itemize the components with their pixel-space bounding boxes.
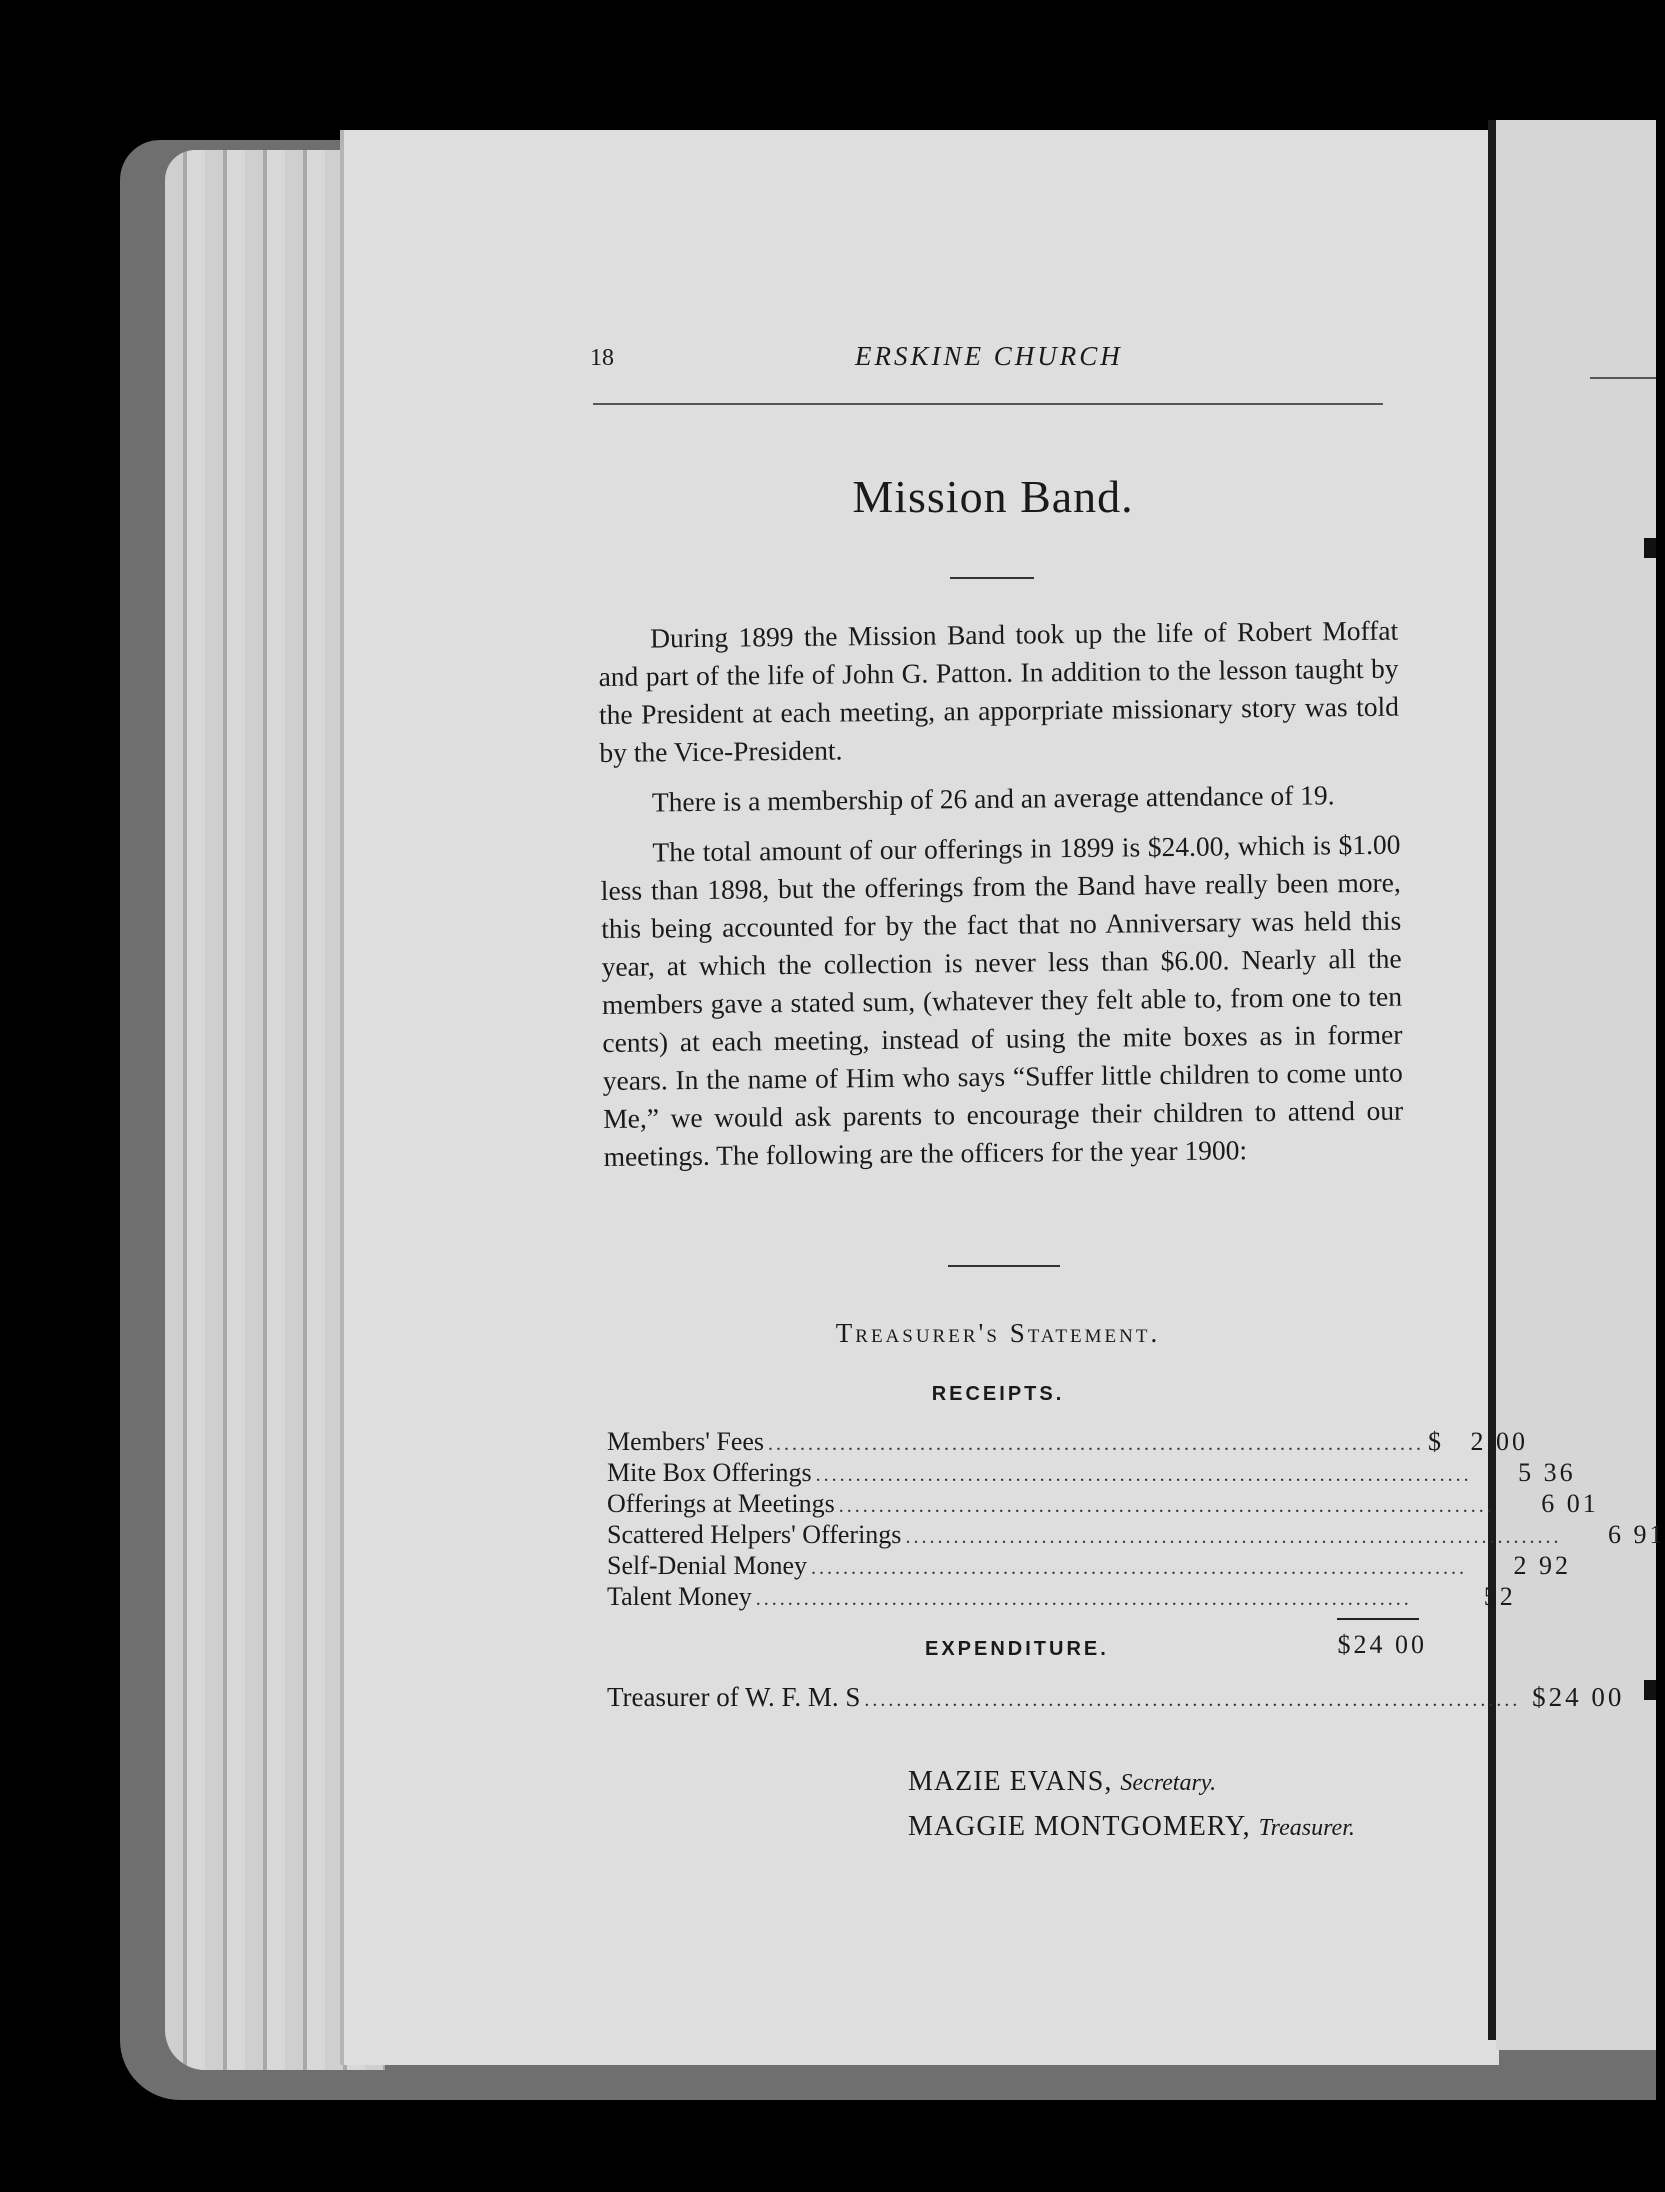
- ledger-amount: 52: [1483, 1582, 1516, 1611]
- ledger-label: Mite Box Offerings: [607, 1458, 812, 1487]
- ledger-amount: 6 91: [1607, 1520, 1665, 1549]
- total-rule: [1337, 1618, 1419, 1620]
- ledger-label: Scattered Helpers' Offerings: [607, 1520, 902, 1549]
- ledger-row: [607, 1426, 1529, 1457]
- title-rule: [950, 577, 1034, 579]
- facing-page-rule: [1590, 377, 1656, 379]
- expenditure-amount: $24 00: [1532, 1682, 1625, 1712]
- ledger-label: Self-Denial Money: [607, 1551, 808, 1580]
- book-gutter: [1488, 120, 1496, 2040]
- paragraph: The total amount of our offerings in 1899 is $24.00, which is $1.00 less than 1898, but the offerings from the Band have really been more, this being accounted for by the fact that no Anniversary was held this year, at which the collection is never less than $6.00. Nearly all the members gave a stated sum, (whatever they felt able to, from one to ten cents) at each meeting, instead of using the mite boxes as in former years. In the name of Him who says “Suffer little children to come unto Me,” we would ask parents to encourage their children to attend our meetings. The following are the officers for the year 1900:: [600, 828, 1404, 1172]
- ledger-amount: 2 92: [1513, 1551, 1572, 1580]
- facing-page: [1496, 120, 1656, 2050]
- treasurer-statement-title: Treasurer's Statement.: [835, 1318, 1161, 1348]
- body-text: [598, 612, 1404, 1188]
- leader-dots: ..................................................................................: [811, 1557, 1468, 1579]
- section-rule: [948, 1265, 1060, 1267]
- officer-name: MAGGIE MONTGOMERY,: [908, 1811, 1251, 1842]
- ledger-row: [607, 1457, 1576, 1488]
- page-title: Mission Band.: [852, 471, 1134, 522]
- officer-name: MAZIE EVANS,: [908, 1766, 1113, 1797]
- leader-dots: ..................................................................................: [755, 1588, 1412, 1610]
- paragraph: During 1899 the Mission Band took up the life of Robert Moffat and part of the life of John G. Patton. In addition to the lesson taught by the President at each meeting, an apporpriate missionary story was told by the Vice-President.: [598, 614, 1400, 768]
- ledger-label: Members' Fees: [607, 1427, 765, 1456]
- ledger-currency: $: [1428, 1427, 1442, 1456]
- expenditure-heading: EXPENDITURE.: [925, 1638, 1109, 1660]
- ledger-row: [607, 1581, 1516, 1612]
- ledger-amount: 2 00: [1470, 1427, 1529, 1456]
- officer-line: [908, 1760, 1355, 1805]
- page-header: [590, 341, 1385, 375]
- leader-dots: ..................................................................................: [815, 1464, 1472, 1486]
- leader-dots: ..................................................................................: [768, 1433, 1425, 1455]
- receipts-total: $24 00: [1337, 1630, 1427, 1659]
- expenditure-ledger: [607, 1682, 1625, 1713]
- paragraph: There is a membership of 26 and an average attendance of 19.: [651, 779, 1335, 818]
- officer-role: Treasurer.: [1258, 1815, 1355, 1841]
- ledger-row: [607, 1682, 1625, 1713]
- leader-dots: ..................................................................................: [864, 1689, 1521, 1711]
- ledger-label: Treasurer of W. F. M. S: [607, 1682, 861, 1712]
- ledger-label: Talent Money: [607, 1582, 752, 1611]
- page-number: 18: [590, 345, 614, 371]
- leader-dots: ..................................................................................: [838, 1495, 1495, 1517]
- receipts-heading: RECEIPTS.: [931, 1383, 1065, 1405]
- ledger-row: [607, 1488, 1599, 1519]
- ledger-row: [607, 1519, 1665, 1550]
- receipts-ledger: [607, 1426, 1665, 1612]
- officer-role: Secretary.: [1120, 1770, 1217, 1796]
- ledger-row: [607, 1550, 1572, 1581]
- ledger-amount: 6 01: [1541, 1489, 1599, 1518]
- facing-page-mark: [1644, 538, 1656, 558]
- running-head: ERSKINE CHURCH: [855, 341, 1123, 371]
- facing-page-mark: [1644, 1680, 1656, 1700]
- ledger-amount: 5 36: [1518, 1458, 1576, 1487]
- leader-dots: ..................................................................................: [905, 1526, 1562, 1548]
- officer-signatures: [908, 1760, 1355, 1850]
- header-rule: [593, 403, 1383, 405]
- officer-line: [908, 1805, 1355, 1850]
- ledger-label: Offerings at Meetings: [607, 1489, 835, 1518]
